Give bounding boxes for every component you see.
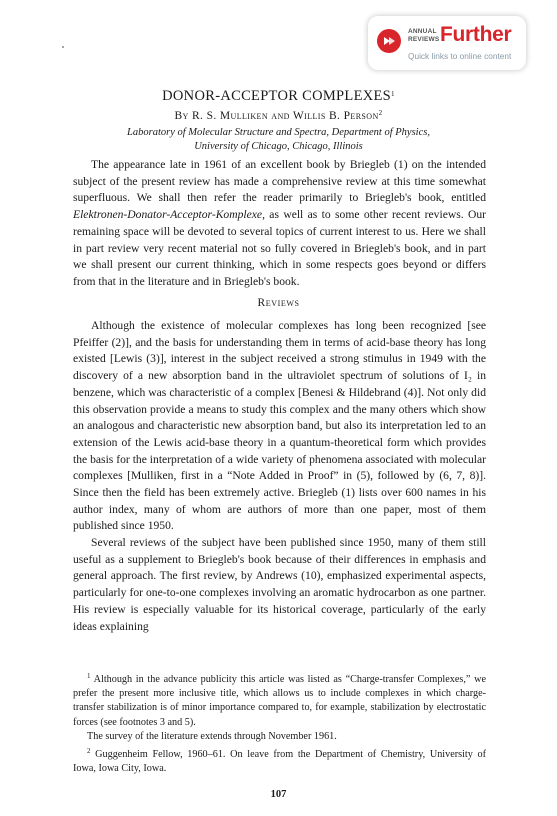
title-footnote-mark: 1 — [391, 90, 395, 98]
footnote-2: $^2$ Guggenheim Fellow, 1960–61. On leave from the Department of Chemistry, University of Iowa, Iowa City, Iowa. — [73, 747, 486, 775]
book-title: Elektronen-Donator-Acceptor-Komplexe — [73, 208, 263, 222]
speck-mark — [62, 46, 64, 48]
article-title: DONOR-ACCEPTOR COMPLEXES$^1$ — [162, 88, 395, 104]
author-footnote-mark: 2 — [378, 109, 383, 117]
reviews-paragraph-1: Although the existence of molecular complexes has long been recognized [see Pfeiffer (2)], and the basis for understanding them in terms of acid-base theory has long existed [Lewis (3)], interest in the subject received a strong stimulus in 1949 with the discovery of a new absorption band in the ultraviolet spectrum of solutions of I₂ in benzene, which was characteristic of a complex [Benesi & Hildebrand (4)]. Not only did this observation provide a means to study this complex and the many others which show an analogous and characteristic new absorption band, but also its interpretation led to an extension of the Lewis acid-base theory in a quantum-theoretical form which provides the basis for the interpretation of a wide variety of phenomena associated with molecular complexes [Mulliken, first in a “Note Added in Proof” in (5), followed by (6, 7, 8)]. Since then the field has been extremely active. Briegleb (1) lists over 600 names in his author index, many of whom are authors of more than one paper, most of them published since 1950. — [73, 319, 486, 533]
further-badge[interactable] — [368, 16, 526, 70]
section-heading-reviews: Reviews — [257, 297, 300, 309]
affiliation-line-2: University of Chicago, Chicago, Illinois — [194, 141, 363, 152]
intro-paragraph: The appearance late in 1961 of an excellent book by Briegleb (1) on the intended subject of the present review has made a comprehensive review at this time somewhat superfluous. We shall then refer the reader primarily to Briegleb's book, entitled Elektronen-Donator-Acceptor-Komplexe, as well as to some other recent reviews. Our remaining space will be devoted to several topics of current interest to us. Here we shall in part review very recent material not so fully covered in Briegleb's book, and in part we shall present our current thinking, which in some respects goes beyond or differs from that in the literature and in Briegleb's book. — [73, 158, 486, 288]
footnotes — [73, 669, 486, 776]
footnote-1-extra: The survey of the literature extends through November 1961. — [87, 730, 337, 742]
badge-further-label: Further — [440, 23, 512, 46]
article-authors: By R. S. Mulliken and Willis B. Person$^2$ — [174, 109, 383, 122]
reviews-paragraph-2: Several reviews of the subject have been published since 1950, many of them still useful as a supplement to Briegleb's book because of their differences in emphasis and general approach. The first review, by Andrews (10), emphasized experimental aspects, particularly for one-to-one complexes involving an aromatic hydrocarbon as one partner. His review is especially valuable for its historical coverage, particularly of the early ideas explaining — [73, 536, 486, 633]
page-number: 107 — [270, 789, 287, 800]
badge-subtitle: Quick links to online content — [408, 51, 512, 61]
further-logo-icon — [377, 29, 401, 53]
badge-annual-reviews: ANNUAL REVIEWS — [408, 28, 440, 43]
footnote-1: $^1$ Although in the advance publicity this article was listed as “Charge-transfer Complexes,” we prefer the present more inclusive title, which allows us to include complexes in which charge-transfer stabilization is of minor importance compared to, for example, stabilization by electrostatic forces (see footnotes 3 and 5). — [73, 672, 486, 728]
affiliation-line-1: Laboratory of Molecular Structure and Spectra, Department of Physics, — [127, 127, 430, 138]
